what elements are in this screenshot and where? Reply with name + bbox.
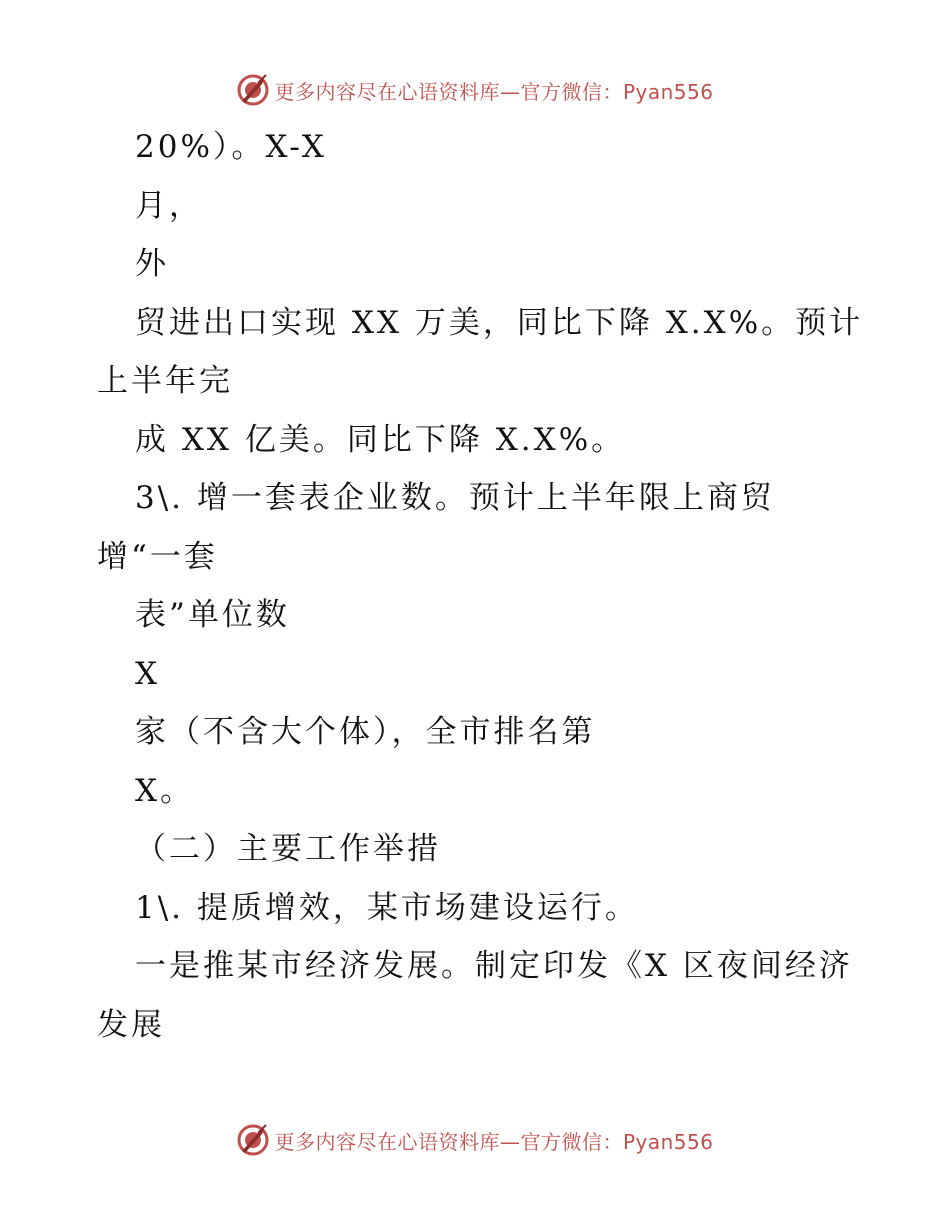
body-line: 增“一套 bbox=[97, 539, 218, 575]
header-banner bbox=[0, 70, 950, 110]
section-heading: （二）主要工作举措 bbox=[135, 831, 441, 867]
footer-banner-text: 更多内容尽在心语资料库—官方微信：Pyan556 bbox=[274, 1129, 714, 1154]
body-line: X bbox=[135, 656, 161, 692]
quill-pen-logo-icon bbox=[236, 1123, 270, 1157]
body-line: 发展 bbox=[97, 1007, 165, 1043]
body-line: 贸进出口实现 XX 万美，同比下降 X.X%。预计 bbox=[135, 305, 864, 341]
body-line: X。 bbox=[135, 773, 195, 809]
body-line: 上半年完 bbox=[97, 363, 233, 399]
body-line: 成 XX 亿美。同比下降 X.X%。 bbox=[135, 422, 626, 458]
body-line: 家（不含大个体），全市排名第 bbox=[135, 714, 596, 750]
body-line: 1\. 提质增效，某市场建设运行。 bbox=[135, 890, 639, 926]
body-line: 表”单位数 bbox=[135, 597, 290, 633]
body-line: 3\. 增一套表企业数。预计上半年限上商贸 bbox=[135, 480, 775, 516]
body-line: 外 bbox=[135, 246, 169, 282]
footer-banner bbox=[0, 1120, 950, 1160]
quill-pen-logo-icon bbox=[236, 73, 270, 107]
body-line: 月， bbox=[135, 188, 203, 224]
body-line: 20%）。X-X bbox=[135, 129, 327, 165]
body-line: 一是推某市经济发展。制定印发《X 区夜间经济 bbox=[135, 948, 853, 984]
header-banner-text: 更多内容尽在心语资料库—官方微信：Pyan556 bbox=[274, 79, 714, 104]
